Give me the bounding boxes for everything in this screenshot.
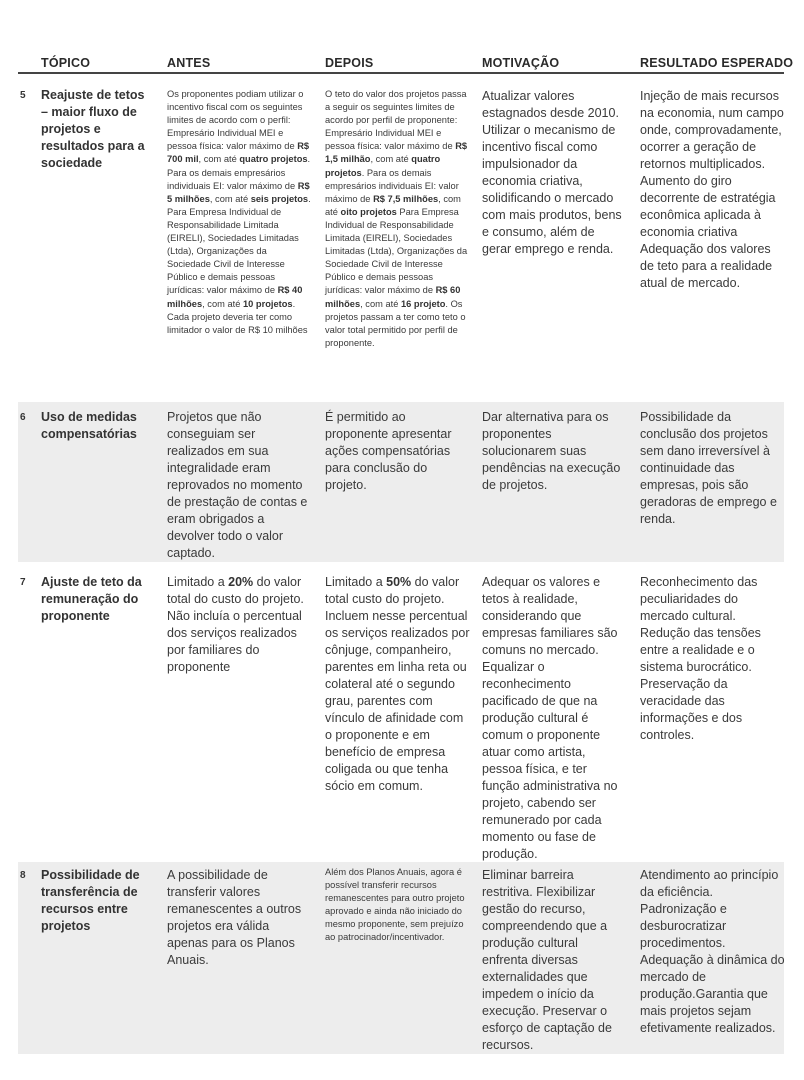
r5_depois-segment: 16 projeto	[400, 298, 446, 309]
r5_depois-segment: R$ 60 milhões	[325, 285, 461, 309]
r7_antes-segment: 20%	[228, 575, 254, 589]
header-depois: DEPOIS	[325, 56, 374, 70]
r5_depois-segment: , com até	[325, 193, 461, 217]
row-6-number: 6	[20, 412, 26, 423]
row-6-antes: Projetos que não conseguiam ser realizados em sua integralidade eram reprovados no momento de prestação de contas e eram obrigados a devolver todo o valor captado.	[167, 410, 308, 560]
header-antes: ANTES	[167, 56, 211, 70]
row-8-motivacao: Eliminar barreira restritiva. Flexibilizar gestão do recurso, compreendendo que a produção cultural enfrenta diversas externalidades que impedem o início da execução. Preservar o esforço de captação de recursos.	[482, 868, 612, 1052]
r7_antes-segment: Limitado a	[167, 575, 229, 589]
r5_antes-segment: quatro projetos	[239, 154, 308, 165]
r5_depois-segment: O teto do valor dos projetos passa a seguir os seguintes limites de acordo por perfil de proponente: Empresário Individual MEI e pessoa física: valor máximo de	[325, 89, 467, 152]
row-7-number: 7	[20, 577, 26, 588]
row-5-antes	[167, 88, 312, 337]
row-5-motivacao: Atualizar valores estagnados desde 2010. Utilizar o mecanismo de incentivo fiscal como impulsionador da economia criativa, solidificando o mercado com mais produtos, bens e consumo, além de gerar emprego e renda.	[482, 89, 622, 256]
r5_antes-segment: , com até	[198, 154, 240, 165]
r5_depois-segment: . Os projetos passam a ter como teto o valor total permitido por perfil de proponente.	[325, 298, 466, 348]
r5_antes-segment: 10 projetos	[242, 298, 293, 309]
r7_depois-segment: do valor total custo do projeto. Incluem nesse percentual os serviços realizados por cônjuge, companheiro, parentes em linha reta ou colateral até o segundo grau, parentes com vínculo de afinidade com o proponente e em benefício de empresa coligada ou que tenha sócio em comum.	[325, 575, 470, 793]
r5_antes-segment: , com até	[202, 298, 243, 309]
r5_antes-segment: R$ 5 milhões	[167, 180, 310, 204]
row-5-topic: Reajuste de tetos – maior fluxo de projetos e resultados para a sociedade	[41, 88, 145, 170]
r5_antes-segment: R$ 700 mil	[167, 141, 310, 165]
r7_depois-segment: 50%	[386, 575, 412, 589]
r5_depois-segment: R$ 1,5 milhão	[325, 141, 468, 165]
row-6-depois: É permitido ao proponente apresentar ações compensatórias para conclusão do projeto.	[325, 410, 452, 492]
r5_antes-segment: , com até	[209, 193, 251, 204]
row-8-topic: Possibilidade de transferência de recursos entre projetos	[41, 868, 140, 933]
header-resultado: RESULTADO ESPERADO	[640, 56, 794, 70]
row-8-depois: Além dos Planos Anuais, agora é possível transferir recursos remanescentes para outro projeto aprovado e ainda não iniciado do mesmo proponente, sem prejuízo ao patrocinador/incentivador.	[325, 867, 465, 943]
r7_depois-segment: Limitado a	[325, 575, 387, 589]
row-5-resultado: Injeção de mais recursos na economia, num campo onde, comprovadamente, ocorrer a geração de retornos multiplicados. Aumento do giro decorrente de estratégia econômica aplicada à economia criativa Adequação dos valores de teto para a realidade atual de mercado.	[640, 89, 784, 290]
row-6-resultado: Possibilidade da conclusão dos projetos sem dano irreversível à continuidade das empresas, pois são geradoras de emprego e renda.	[640, 410, 777, 526]
r5_antes-segment: . Cada projeto deveria ter como limitador o valor de R$ 10 milhões	[167, 298, 308, 335]
r5_depois-segment: . Para os demais empresários individuais EI: valor máximo de	[325, 167, 459, 204]
header-rule	[18, 72, 784, 74]
row-8-resultado: Atendimento ao princípio da eficiência. Padronização e desburocratizar procedimentos. Adequação à dinâmica do mercado de produção.Garantia que mais projetos sejam efetivamente realizados.	[640, 868, 785, 1035]
r5_depois-segment: Para Empresa Individual de Responsabilidade Limitada (EIRELI), Sociedades Limitadas (Ltda), Organizações da Sociedade Civil de Interesse Público e demais pessoas jurídicas: valor máximo de	[325, 206, 468, 296]
row-8-antes: A possibilidade de transferir valores remanescentes a outros projetos era válida apenas para os Planos Anuais.	[167, 868, 302, 967]
row-7-resultado: Reconhecimento das peculiaridades do mercado cultural. Redução das tensões entre a realidade e o sistema burocrático. Preservação da veracidade das informações e dos controles.	[640, 575, 761, 742]
header-motivacao: MOTIVAÇÃO	[482, 56, 560, 70]
r5_depois-segment: , com até	[360, 298, 401, 309]
row-8-number: 8	[20, 870, 26, 881]
row-5-depois	[325, 88, 470, 350]
row-7-motivacao: Adequar os valores e tetos à realidade, considerando que empresas familiares são comuns no mercado. Equalizar o reconhecimento pacificado de que na produção cultural é comum o proponente atuar como artista, pessoa física, e ter função administrativa no projeto, cabendo ser remunerado por cada momento ou fase de produção.	[482, 575, 618, 861]
r5_antes-segment: . Para Empresa Individual de Responsabilidade Limitada (EIRELI), Sociedades Limitadas (Ltda), Organizações da Sociedade Civil de Interesse Público e demais pessoas jurídicas: valor máximo de	[167, 193, 311, 296]
r7_antes-segment: do valor total do custo do projeto. Não incluía o percentual dos serviços realizados por familiares do proponente	[167, 575, 304, 674]
r5_depois-segment: R$ 7,5 milhões	[373, 193, 439, 204]
row-7-depois	[325, 574, 470, 795]
r5_antes-segment: . Para os demais empresários individuais EI: valor máximo de	[167, 154, 311, 191]
r5_depois-segment: , com até	[370, 154, 412, 165]
r5_depois-segment: oito projetos	[340, 206, 397, 217]
row-7-topic: Ajuste de teto da remuneração do proponente	[41, 575, 142, 623]
row-6-motivacao: Dar alternativa para os proponentes solucionarem suas pendências na execução de projetos.	[482, 410, 621, 492]
header-topico: TÓPICO	[41, 56, 91, 70]
r5_antes-segment: R$ 40 milhões	[167, 285, 303, 309]
r5_antes-segment: seis projetos	[250, 193, 309, 204]
r5_antes-segment: Os proponentes podiam utilizar o incentivo fiscal com os seguintes limites de acordo com o perfil: Empresário Individual MEI e pessoa física: valor máximo de	[167, 89, 304, 152]
r5_depois-segment: quatro projetos	[325, 154, 441, 178]
row-5-number: 5	[20, 90, 26, 101]
row-7-antes	[167, 574, 312, 676]
row-6-topic: Uso de medidas compensatórias	[41, 410, 137, 441]
